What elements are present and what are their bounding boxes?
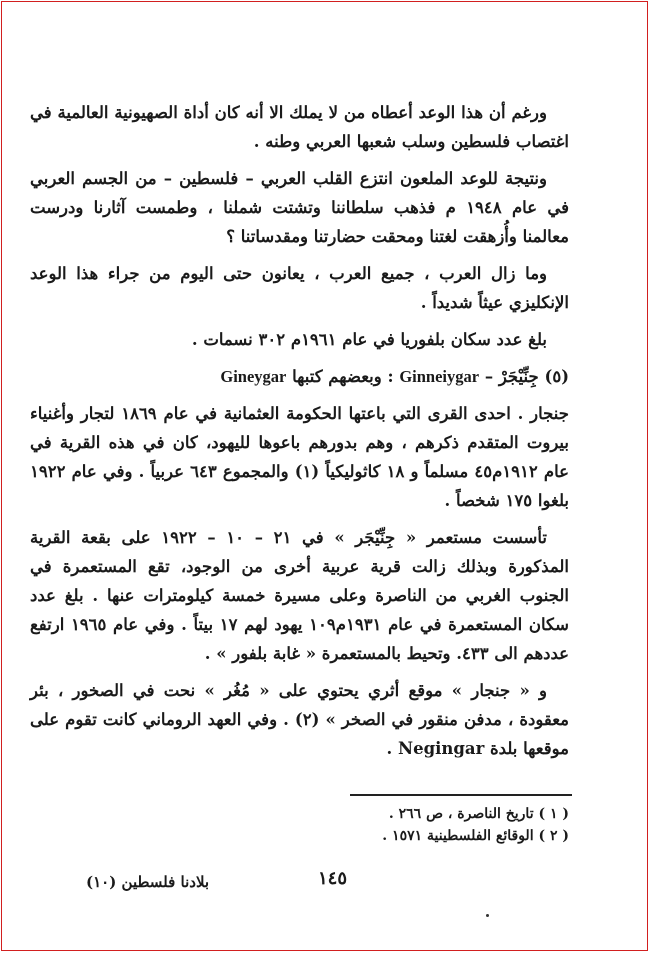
entry-alt-latin: Gineygar [220, 367, 287, 386]
paragraph-1: ورغم أن هذا الوعد أعطاه من لا يملك الا أنه كان أداة الصهيونية العالمية في اغتصاب فلسطين وسلب شعبها العربي وطنه . [30, 103, 569, 151]
entry-paragraph-3: و « جنجار » موقع أثري يحتوي على « مُغُر » نحت في الصخور ، بئر معقودة ، مدفن منقور في الصخر » (٢) . وفي العهد الروماني كانت تقوم على موقعها بلدة Negingar . [30, 681, 569, 758]
entry-paragraph-2: تأسست مستعمر « جِنِّيْجَر » في ٢١ – ١٠ – ١٩٢٢ على بقعة القرية المذكورة وبذلك زالت قرية عربية أخرى من الوجود، تقع المستعمرة في الجنوب الغربي من الناصرة وعلى مسيرة خمسة كيلومترات عنها . بلغ عدد سكان المستعمرة في عام ١٩٣١م١٠٩ يهود لهم ١٧ بيتاً . وفي عام ١٩٦٥ ارتفع عددهم الى ٤٣٣. وتحيط بالمستعمرة « غابة بلفور » . [30, 528, 569, 663]
entry-name-latin: Ginneiygar [399, 367, 480, 386]
print-speck [486, 914, 489, 917]
page-number: ١٤٥ [318, 868, 348, 889]
footnote-divider [350, 794, 572, 796]
page-body [30, 98, 569, 771]
footnote-1: ( ١ ) تاريخ الناصرة ، ص ٢٦٦ . [388, 806, 569, 822]
paragraph-4: بلغ عدد سكان بلفوريا في عام ١٩٦١م ٣٠٢ نسمات . [191, 330, 547, 349]
footnotes [382, 803, 569, 847]
entry-alt-text: وبعضهم كتبها [292, 367, 382, 386]
footer-book-title: بلادنا فلسطين (١٠) [86, 873, 210, 891]
entry-heading [30, 362, 569, 391]
entry-separator: : [387, 367, 394, 386]
entry-name-arabic: جِنِّيْجَرْ – [484, 367, 539, 386]
entry-number: (٥) [544, 367, 569, 386]
paragraph-3: وما زال العرب ، جميع العرب ، يعانون حتى اليوم من جراء هذا الوعد الإنكليزي عيثاً شديداً . [30, 264, 569, 312]
paragraph-2: ونتيجة للوعد الملعون انتزع القلب العربي – فلسطين – من الجسم العربي في عام ١٩٤٨ م فذهب سلطاننا وتشتت شملنا ، وطمست آثارنا ودرست معالمنا وأُزهقت لغتنا ومحقت حضارتنا ومقدساتنا ؟ [30, 169, 569, 246]
footnote-2: ( ٢ ) الوقائع الفلسطينية ١٥٧١ . [382, 828, 569, 844]
entry-paragraph-1: جنجار . احدى القرى التي باعتها الحكومة العثمانية في عام ١٨٦٩ لتجار وأغنياء بيروت المتقدم ذكرهم ، وهم بدورهم باعوها لليهود، كان في هذه القرية في عام ١٩١٢م٤٥ مسلماً و ١٨ كاثوليكياً (١) والمجموع ٦٤٣ عربياً . وفي عام ١٩٢٢ بلغوا ١٧٥ شخصاً . [30, 404, 569, 510]
